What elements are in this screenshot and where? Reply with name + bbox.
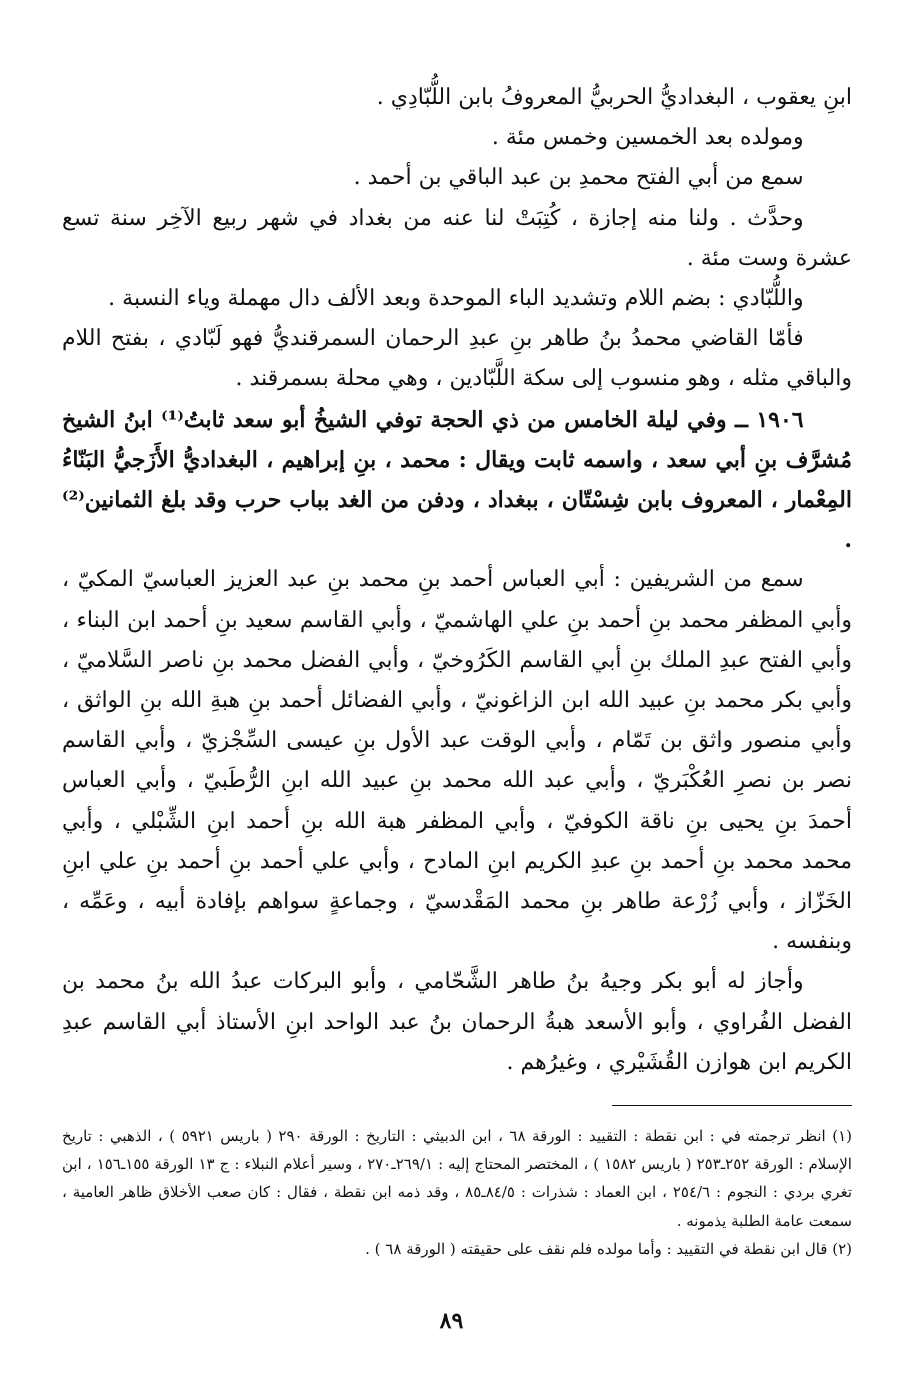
footnote-divider xyxy=(612,1105,852,1106)
paragraph-narrated: وحدَّث . ولنا منه إجازة ، كُتِبَتْ لنا عنه من بغداد في شهر ربيع الآخِر سنة تسع عشرة وست مئة . xyxy=(62,205,852,271)
page-body xyxy=(62,78,852,1263)
footnote-1: (١) انظر ترجمته في : ابن نقطة : التقييد : الورقة ٦٨ ، ابن الدبيثي : التاريخ : الورقة ٢٩٠ ( باريس ٥٩٢١ ) ، الذهبي : تاريخ الإسلام : الورقة ٢٥٢ـ٢٥٣ ( باريس ١٥٨٢ ) ، المختصر المحتاج إليه : ٢٦٩/١ـ٢٧٠ ، وسير أعلام النبلاء : ج ١٣ الورقة ١٥٥ـ١٥٦ ، ابن تغري بردي : النجوم : ٢٥٤/٦ ، ابن العماد : شذرات : ٨٤/٥ـ٨٥ ، وقد ذمه ابن نقطة ، فقال : كان صعب الأخلاق ظاهر العامية ، سمعت عامة الطلبة يذمونه . xyxy=(62,1127,852,1230)
main-text xyxy=(62,78,852,1083)
footnote-2: (٢) قال ابن نقطة في التقييد : وأما مولده فلم نقف على حقيقته ( الورقة ٦٨ ) . xyxy=(365,1239,852,1258)
paragraph-nisba-note: واللُّبّادي : بضم اللام وتشديد الباء الموحدة وبعد الألف دال مهملة وياء النسبة . xyxy=(108,286,804,312)
paragraph-teachers: سمع من الشريفين : أبي العباس أحمد بنِ محمد بنِ عبد العزيز العباسيّ المكيّ ، وأبي المظفر محمد بنِ أحمد بنِ علي الهاشميّ ، وأبي القاسم سعيد بنِ أحمد ابن البناء ، وأبي الفتح عبدِ الملك بنِ أبي القاسم الكَرُوخيّ ، وأبي الفضل محمد بنِ ناصر السَّلاميّ ، وأبي بكر محمد بنِ عبيد الله ابن الزاغونيّ ، وأبي الفضائل أحمد بنِ هبةِ الله بنِ الواثق ، وأبي منصور واثق بن تَمّام ، وأبي الوقت عبد الأول بنِ عيسى السِّجْزيّ ، وأبي القاسم نصر بن نصرِ العُكْبَريّ ، وأبي عبد الله محمد بنِ عبيد الله ابنِ الرُّطَبيّ ، وأبي العباس أحمدَ بنِ يحيى بنِ ناقة الكوفيّ ، وأبي المظفر هبة الله بنِ أحمد ابنِ الشِّبْلي ، وأبي محمد محمد بنِ أحمد بنِ عبدِ الكريم ابنِ المادح ، وأبي علي أحمد بنِ أحمد بنِ علي ابنِ الخَزّاز ، وأبي زُرْعة طاهر بنِ محمد المَقْدسيّ ، وجماعةٍ سواهم بإفادة أبيه ، وعَمِّه ، وبنفسه . xyxy=(62,567,853,955)
entry-1906: ١٩٠٦ ــ وفي ليلة الخامس من ذي الحجة توفي الشيخُ أبو سعد ثابتُ⁽¹⁾ ابنُ الشيخ مُشرَّف بنِ أبي سعد ، واسمه ثابت ويقال : محمد ، بنِ إبراهيم ، البغداديُّ الأَزَجيُّ البَنّاءُ المِعْمار ، المعروف بابن شِسْتّان ، ببغداد ، ودفن من الغد بباب حرب وقد بلغ الثمانين⁽²⁾ . xyxy=(62,406,852,554)
page-number: ٨٩ xyxy=(439,1308,464,1334)
footnotes xyxy=(62,1122,852,1263)
paragraph-birth: ومولده بعد الخمسين وخمس مئة . xyxy=(491,125,804,151)
paragraph-samarqandi: فأمّا القاضي محمدُ بنُ طاهر بنِ عبدِ الرحمان السمرقنديُّ فهو لَبّادي ، بفتح اللام والباقي مثله ، وهو منسوب إلى سكة اللَّبّادين ، وهي محلة بسمرقند . xyxy=(62,326,852,392)
paragraph-heard-from: سمع من أبي الفتح محمدِ بن عبد الباقي بن أحمد . xyxy=(353,165,804,191)
paragraph-ijaza: وأجاز له أبو بكر وجيهُ بنُ طاهر الشَّحّامي ، وأبو البركات عبدُ الله بنُ محمد بن الفضل الفُراوي ، وأبو الأسعد هبةُ الرحمان بنُ عبد الواحد ابنِ الأستاذ أبي القاسم عبدِ الكريم ابن هوازن القُشَيْري ، وغيرُهم . xyxy=(62,969,852,1075)
paragraph-continuation: ابنِ يعقوب ، البغداديُّ الحربيُّ المعروفُ بابن اللُّبّادِي . xyxy=(376,85,852,110)
